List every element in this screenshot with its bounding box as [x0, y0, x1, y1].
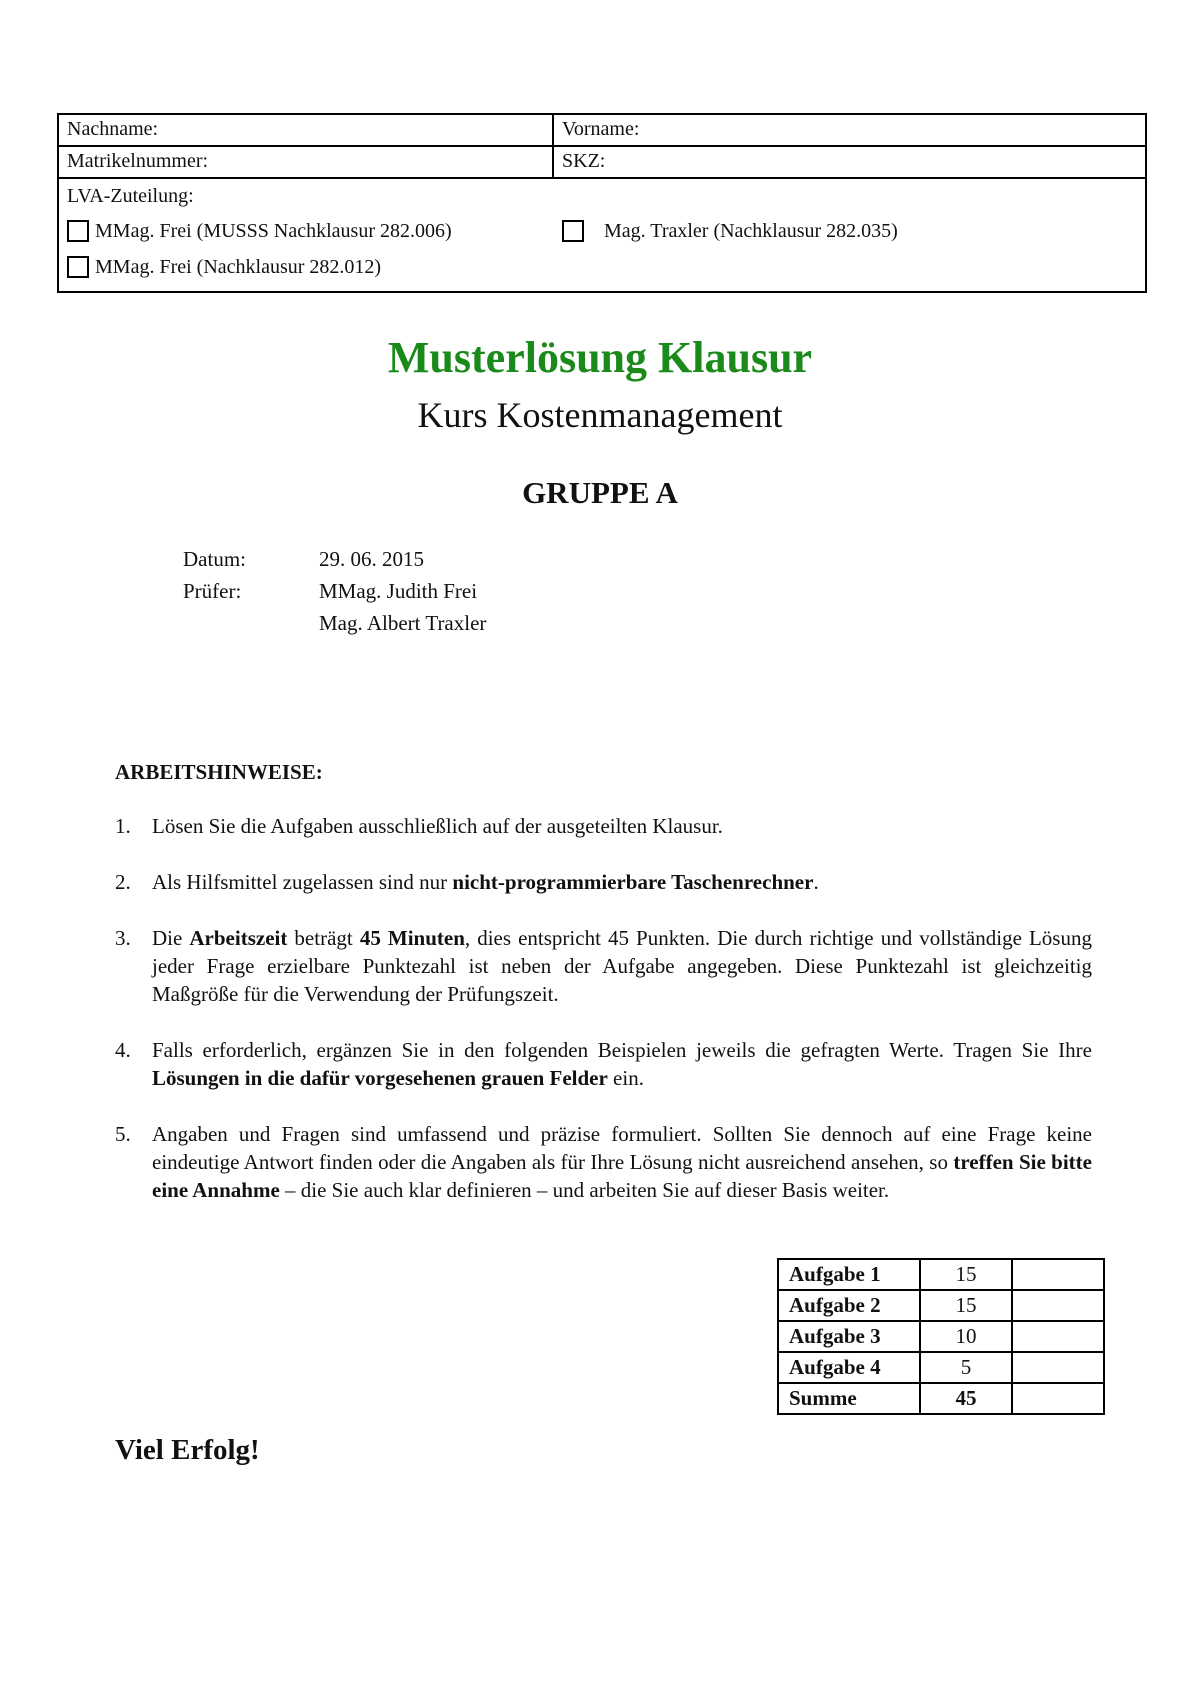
task-points: 10 [920, 1321, 1012, 1352]
nachname-field[interactable]: Nachname: [59, 115, 554, 145]
table-row-total [778, 1383, 1104, 1414]
examiner-1: MMag. Judith Frei [319, 579, 478, 603]
checkbox-icon[interactable] [562, 220, 584, 242]
instruction-item [115, 868, 1092, 896]
examiner-2: Mag. Albert Traxler [319, 611, 487, 635]
matrikelnummer-field[interactable]: Matrikelnummer: [59, 147, 554, 177]
name-row [59, 115, 1145, 147]
examiner-row [183, 575, 486, 639]
lva-option-frei-nachklausur[interactable] [67, 256, 562, 279]
vorname-field[interactable]: Vorname: [562, 118, 640, 140]
table-row [778, 1290, 1104, 1321]
farewell-text: Viel Erfolg! [115, 1434, 260, 1466]
instruction-number: 2. [115, 870, 131, 894]
instruction-text: Als Hilfsmittel zugelassen sind nur nicht-programmierbare Taschenrechner. [152, 870, 819, 894]
task-score-cell[interactable] [1012, 1259, 1104, 1290]
instructions-list [115, 812, 1092, 1232]
lva-option-frei-musss[interactable] [67, 220, 562, 243]
instruction-text: Lösen Sie die Aufgaben ausschließlich auf der ausgeteilten Klausur. [152, 814, 723, 838]
task-score-cell[interactable] [1012, 1352, 1104, 1383]
instruction-text: Die Arbeitszeit beträgt 45 Minuten, dies entspricht 45 Punkten. Die durch richtige und vollständige Lösung jeder Frage erzielbare Punktezahl ist neben der Aufgabe angegeben. Diese Punktezahl ist gleichzeitig Maßgröße für die Verwendung der Prüfungszeit. [152, 926, 1092, 1006]
table-row [778, 1321, 1104, 1352]
total-score-cell[interactable] [1012, 1383, 1104, 1414]
task-name: Aufgabe 2 [778, 1290, 920, 1321]
lva-option-label: MMag. Frei (MUSSS Nachklausur 282.006) [95, 219, 452, 242]
task-points: 5 [920, 1352, 1012, 1383]
instruction-item [115, 924, 1092, 1008]
page-title: Musterlösung Klausur [387, 333, 813, 382]
task-points: 15 [920, 1259, 1012, 1290]
lva-label: LVA-Zuteilung: [67, 185, 194, 207]
checkbox-icon[interactable] [67, 256, 89, 278]
task-score-cell[interactable] [1012, 1290, 1104, 1321]
total-points: 45 [920, 1383, 1012, 1414]
table-row [778, 1259, 1104, 1290]
total-label: Summe [778, 1383, 920, 1414]
task-name: Aufgabe 1 [778, 1259, 920, 1290]
instruction-number: 4. [115, 1038, 131, 1062]
lva-option-label: Mag. Traxler (Nachklausur 282.035) [604, 219, 898, 242]
table-row [778, 1352, 1104, 1383]
date-row [183, 543, 486, 575]
lva-assignment [59, 179, 1145, 289]
task-name: Aufgabe 3 [778, 1321, 920, 1352]
skz-field[interactable]: SKZ: [562, 150, 606, 172]
instruction-text: Angaben und Fragen sind umfassend und präzise formuliert. Sollten Sie dennoch auf eine Frage keine eindeutige Antwort finden oder die Angaben als für Ihre Lösung nicht ausreichend ansehen, so treffen Sie bitte eine Annahme – die Sie auch klar definieren – und arbeiten Sie auf dieser Basis weiter. [152, 1122, 1092, 1202]
lva-option-label: MMag. Frei (Nachklausur 282.012) [95, 255, 382, 278]
date-label: Datum: [183, 547, 246, 571]
task-name: Aufgabe 4 [778, 1352, 920, 1383]
task-score-cell[interactable] [1012, 1321, 1104, 1352]
exam-group: GRUPPE A [522, 475, 678, 510]
examiner-label: Prüfer: [183, 579, 242, 603]
student-info-form [57, 113, 1147, 293]
exam-meta [183, 543, 486, 639]
course-subtitle: Kurs Kostenmanagement [417, 395, 783, 435]
score-table [777, 1258, 1105, 1415]
lva-option-traxler[interactable] [562, 220, 898, 243]
instruction-number: 3. [115, 926, 131, 950]
id-row [59, 147, 1145, 179]
instructions-heading: ARBEITSHINWEISE: [115, 760, 323, 784]
instruction-item [115, 812, 1092, 840]
checkbox-icon[interactable] [67, 220, 89, 242]
instruction-item [115, 1120, 1092, 1204]
task-points: 15 [920, 1290, 1012, 1321]
date-value: 29. 06. 2015 [319, 547, 424, 571]
instruction-number: 5. [115, 1122, 131, 1146]
lva-options-row-2 [67, 249, 1137, 285]
instruction-text: Falls erforderlich, ergänzen Sie in den folgenden Beispielen jeweils die gefragten Werte. Tragen Sie Ihre Lösungen in die dafür vorgesehenen grauen Felder ein. [152, 1038, 1092, 1090]
instruction-item [115, 1036, 1092, 1092]
instruction-number: 1. [115, 814, 131, 838]
lva-options-row-1 [67, 213, 1137, 249]
